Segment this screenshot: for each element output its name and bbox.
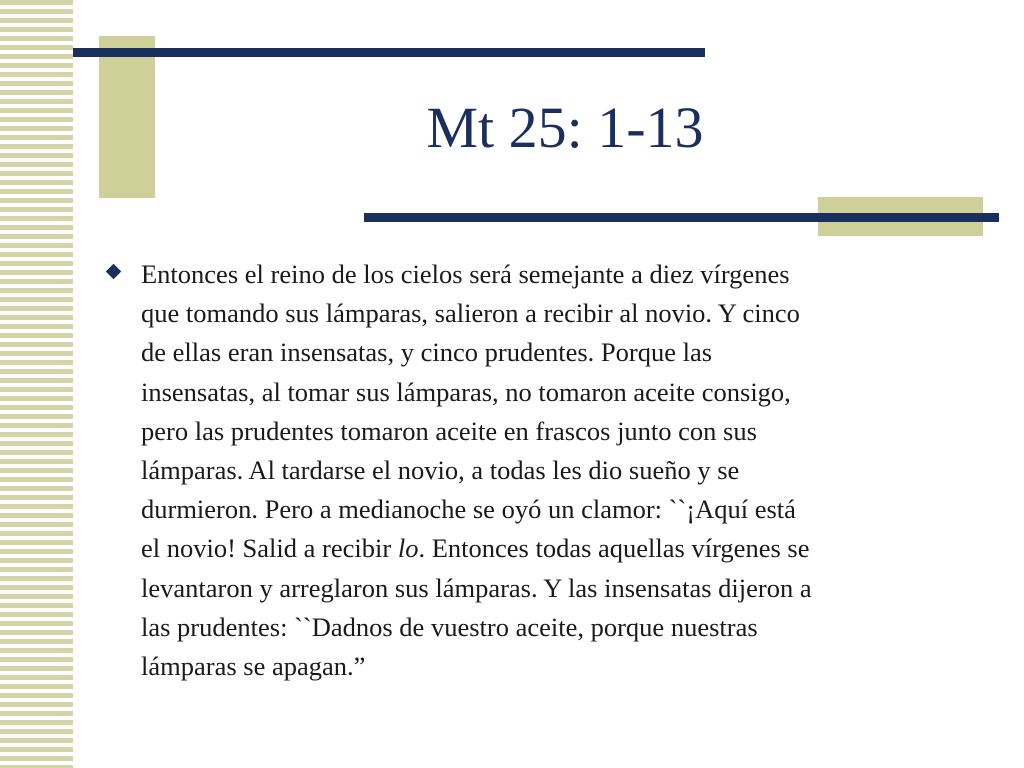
body-line: Entonces el reino de los cielos será semejante a diez vírgenes bbox=[141, 259, 790, 289]
diamond-bullet-icon bbox=[106, 264, 122, 280]
body-line: de ellas eran insensatas, y cinco prudentes. Porque las bbox=[141, 337, 713, 368]
body-line: insensatas, al tomar sus lámparas, no tomaron aceite consigo, bbox=[141, 376, 791, 407]
body-line: el novio! Salid a recibir lo. Entonces todas aquellas vírgenes se bbox=[141, 533, 810, 564]
top-accent-block bbox=[99, 36, 155, 198]
left-stripe-decoration bbox=[0, 0, 73, 768]
body-line: durmieron. Pero a medianoche se oyó un clamor: ``¡Aquí está bbox=[141, 494, 796, 525]
body-line: lámparas se apagan.” bbox=[141, 651, 366, 682]
slide-title: Mt 25: 1-13 bbox=[426, 95, 704, 160]
bottom-rule bbox=[364, 213, 999, 222]
bullet-body-text bbox=[141, 255, 991, 686]
body-line: que tomando sus lámparas, salieron a recibir al novio. Y cinco bbox=[141, 298, 800, 329]
top-rule bbox=[73, 48, 705, 57]
body-line: pero las prudentes tomaron aceite en frascos junto con sus bbox=[141, 415, 757, 446]
italic-word: lo bbox=[397, 533, 419, 564]
body-line: las prudentes: ``Dadnos de vuestro aceite, porque nuestras bbox=[141, 611, 758, 642]
body-line: levantaron y arreglaron sus lámparas. Y las insensatas dijeron a bbox=[141, 572, 812, 603]
body-line: lámparas. Al tardarse el novio, a todas les dio sueño y se bbox=[141, 455, 740, 486]
